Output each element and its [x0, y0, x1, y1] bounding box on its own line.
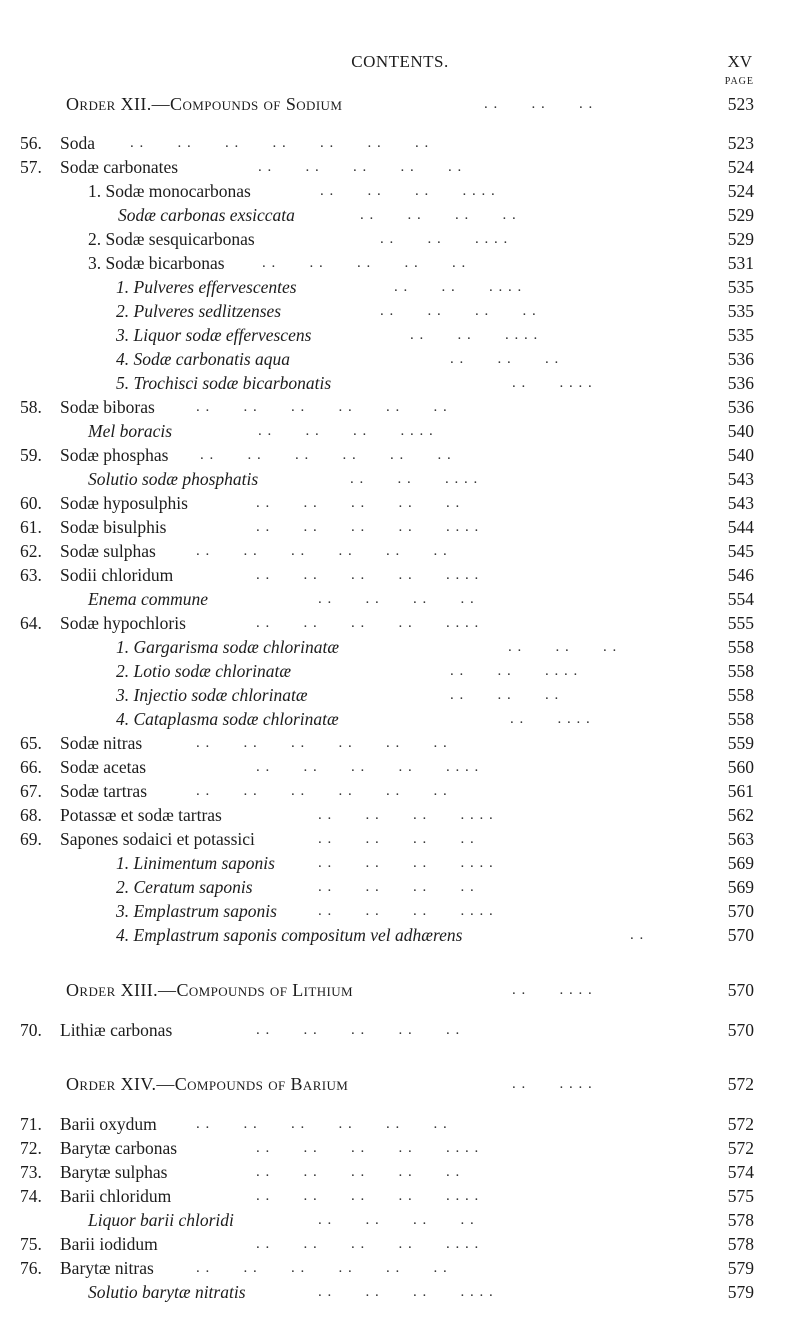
page-ref: 531 [727, 253, 754, 273]
toc-entry: 3. Emplastrum saponis . . . . . . . . . . 570 [116, 901, 754, 921]
page-ref: 558 [727, 685, 754, 705]
toc-entry: 57. Sodæ carbonates . . . . . . . . . . 524 [20, 157, 754, 177]
toc-entry: Mel boracis . . . . . . . . . . 540 [88, 421, 754, 441]
page-ref: 572 [727, 1074, 754, 1094]
entry-title: Barytæ carbonas [60, 1138, 178, 1158]
toc-entry: 1. Pulveres effervescentes . . . . . . . . 535 [116, 277, 754, 297]
entry-number: 59. [20, 445, 42, 465]
entry-title: 1. Linimentum saponis [116, 853, 275, 873]
entry-title: 1. Sodæ monocarbonas [88, 181, 251, 201]
toc-entry: 70. Lithiæ carbonas . . . . . . . . . . 570 [20, 1020, 754, 1040]
entry-title: 4. Sodæ carbonatis aqua [116, 349, 291, 369]
entry-title: Barii chloridum [60, 1186, 172, 1206]
toc-entry: 73. Barytæ sulphas . . . . . . . . . . 574 [20, 1162, 754, 1182]
entry-title: Barii iodidum [60, 1234, 158, 1254]
entry-title: Solutio barytæ nitratis [88, 1282, 246, 1302]
entry-title: Sodæ sulphas [60, 541, 156, 561]
entry-number: 69. [20, 829, 42, 849]
entry-title: Sapones sodaici et potassici [60, 829, 255, 849]
entry-number: 56. [20, 133, 42, 153]
page-ref: 523 [727, 133, 754, 153]
page-ref: 543 [727, 493, 754, 513]
toc-entry: 74. Barii chloridum . . . . . . . . . . . . 575 [20, 1186, 754, 1206]
page-ref: 560 [727, 757, 754, 777]
page-ref: 535 [727, 277, 754, 297]
toc-entry: 56. Soda . . . . . . . . . . . . . . 523 [20, 133, 754, 153]
toc-entry: 5. Trochisci sodæ bicarbonatis . . . . . . 536 [116, 373, 754, 393]
page-column-label: PAGE [724, 76, 754, 87]
toc-entry: 3. Injectio sodæ chlorinatæ . . . . . . 558 [116, 685, 754, 705]
entry-title: Barytæ sulphas [60, 1162, 168, 1182]
entry-number: 70. [20, 1020, 42, 1040]
entry-title: 3. Liquor sodæ effervescens [116, 325, 312, 345]
toc-entry: 67. Sodæ tartras . . . . . . . . . . . . 561 [20, 781, 754, 801]
page-ref: 536 [727, 349, 754, 369]
page-ref: 554 [727, 589, 754, 609]
page-ref: 570 [727, 980, 754, 1000]
toc-entry: 2. Pulveres sedlitzenses . . . . . . . . 535 [116, 301, 754, 321]
entry-number: 72. [20, 1138, 42, 1158]
toc-entry: 69. Sapones sodaici et potassici . . . . . . . . 563 [20, 829, 754, 849]
entry-title: Sodæ carbonates [60, 157, 179, 177]
entry-number: 75. [20, 1234, 42, 1254]
entry-number: 63. [20, 565, 42, 585]
entry-title: Enema commune [88, 589, 209, 609]
page-ref: 559 [727, 733, 754, 753]
running-header-title: CONTENTS. [351, 52, 449, 71]
order-heading: Order XIV.—Compounds of Barium . . . . . . 572 [66, 1074, 754, 1094]
toc-entry: 75. Barii iodidum . . . . . . . . . . . . 578 [20, 1234, 754, 1254]
order-title: Order XIV.—Compounds of Barium [66, 1074, 349, 1094]
entry-title: 2. Ceratum saponis [116, 877, 253, 897]
toc-entry: 4. Sodæ carbonatis aqua . . . . . . 536 [116, 349, 754, 369]
entry-number: 68. [20, 805, 42, 825]
entry-title: Mel boracis [88, 421, 173, 441]
page-ref: 536 [727, 397, 754, 417]
toc-entry: 64. Sodæ hypochloris . . . . . . . . . . . . 555 [20, 613, 754, 633]
entry-title: Sodæ biboras [60, 397, 155, 417]
page-ref: 570 [727, 1020, 754, 1040]
toc-entry: 63. Sodii chloridum . . . . . . . . . . . . 546 [20, 565, 754, 585]
page-ref: 575 [727, 1186, 754, 1206]
page-ref: 558 [727, 637, 754, 657]
page-ref: 543 [727, 469, 754, 489]
entry-number: 58. [20, 397, 42, 417]
toc-entry: 1. Sodæ monocarbonas . . . . . . . . . . 524 [88, 181, 754, 201]
page-ref: 563 [727, 829, 754, 849]
entry-title: Sodæ acetas [60, 757, 147, 777]
roman-page-number: XV [727, 52, 752, 71]
entry-title: 3. Sodæ bicarbonas [88, 253, 225, 273]
toc-entry: 65. Sodæ nitras . . . . . . . . . . . . 559 [20, 733, 754, 753]
toc-entry: 2. Sodæ sesquicarbonas . . . . . . . . 529 [88, 229, 754, 249]
entry-title: 4. Emplastrum saponis compositum vel adhærens [116, 925, 463, 945]
entry-title: Sodæ tartras [60, 781, 148, 801]
entry-number: 67. [20, 781, 42, 801]
entry-title: 3. Emplastrum saponis [116, 901, 277, 921]
entry-number: 66. [20, 757, 42, 777]
toc-entry: 60. Sodæ hyposulphis . . . . . . . . . . 543 [20, 493, 754, 513]
toc-entry: 71. Barii oxydum . . . . . . . . . . . . 572 [20, 1114, 754, 1134]
page-ref: 524 [727, 157, 754, 177]
page-ref: 569 [727, 853, 754, 873]
page-ref: 558 [727, 661, 754, 681]
toc-entry: 3. Sodæ bicarbonas . . . . . . . . . . 531 [88, 253, 754, 273]
entry-number: 57. [20, 157, 42, 177]
entry-number: 65. [20, 733, 42, 753]
page-ref: 572 [727, 1114, 754, 1134]
toc-entry: 2. Ceratum saponis . . . . . . . . 569 [116, 877, 754, 897]
page-ref: 535 [727, 325, 754, 345]
order-title: Order XII.—Compounds of Sodium [66, 94, 343, 114]
page-ref: 535 [727, 301, 754, 321]
toc-entry: 76. Barytæ nitras . . . . . . . . . . . . 579 [20, 1258, 754, 1278]
page-ref: 578 [727, 1234, 754, 1254]
entry-title: Lithiæ carbonas [60, 1020, 173, 1040]
entry-title: Solutio sodæ phosphatis [88, 469, 259, 489]
entry-number: 71. [20, 1114, 42, 1134]
page-ref: 558 [727, 709, 754, 729]
page-ref: 561 [727, 781, 754, 801]
toc-entry: 61. Sodæ bisulphis . . . . . . . . . . . . 544 [20, 517, 754, 537]
page-ref: 570 [727, 901, 754, 921]
toc-entry: Solutio sodæ phosphatis . . . . . . . . 543 [88, 469, 754, 489]
page-ref: 544 [727, 517, 754, 537]
entry-title: 2. Pulveres sedlitzenses [116, 301, 282, 321]
entry-number: 73. [20, 1162, 42, 1182]
page-ref: 574 [727, 1162, 754, 1182]
toc-entry: 1. Linimentum saponis . . . . . . . . . . 569 [116, 853, 754, 873]
page-ref: 529 [727, 229, 754, 249]
page-ref: 579 [727, 1258, 754, 1278]
entry-title: Sodæ bisulphis [60, 517, 167, 537]
toc-entry: 58. Sodæ biboras . . . . . . . . . . . . 536 [20, 397, 754, 417]
toc-entry: 62. Sodæ sulphas . . . . . . . . . . . . 545 [20, 541, 754, 561]
toc-entry: 68. Potassæ et sodæ tartras . . . . . . . . . . 562 [20, 805, 754, 825]
entry-title: Sodæ hyposulphis [60, 493, 188, 513]
entry-title: Liquor barii chloridi [88, 1210, 234, 1230]
entry-title: Barii oxydum [60, 1114, 157, 1134]
toc-entry: 2. Lotio sodæ chlorinatæ . . . . . . . . 558 [116, 661, 754, 681]
entry-number: 74. [20, 1186, 42, 1206]
order-heading: Order XIII.—Compounds of Lithium . . . . . . 570 [66, 980, 754, 1000]
page-ref: 555 [727, 613, 754, 633]
toc-entry: 3. Liquor sodæ effervescens . . . . . . . . 535 [116, 325, 754, 345]
entry-title: Sodæ hypochloris [60, 613, 186, 633]
page-ref: 570 [727, 925, 754, 945]
page-ref: 536 [727, 373, 754, 393]
entry-title: Sodæ phosphas [60, 445, 169, 465]
entry-number: 64. [20, 613, 42, 633]
entry-title: 1. Pulveres effervescentes [116, 277, 297, 297]
entry-title: 5. Trochisci sodæ bicarbonatis [116, 373, 332, 393]
entry-number: 62. [20, 541, 42, 561]
entry-title: 3. Injectio sodæ chlorinatæ [116, 685, 308, 705]
entry-number: 60. [20, 493, 42, 513]
page-ref: 569 [727, 877, 754, 897]
toc-entry: Liquor barii chloridi . . . . . . . . 578 [88, 1210, 754, 1230]
entry-title: 2. Lotio sodæ chlorinatæ [116, 661, 292, 681]
page-ref: 545 [727, 541, 754, 561]
entry-title: Sodii chloridum [60, 565, 174, 585]
toc-entry: Sodæ carbonas exsiccata . . . . . . . . 529 [118, 205, 754, 225]
toc-entry: 4. Cataplasma sodæ chlorinatæ . . . . . . 558 [116, 709, 754, 729]
page-ref: 540 [727, 421, 754, 441]
page-ref: 578 [727, 1210, 754, 1230]
entry-title: Soda [60, 133, 95, 153]
toc-entry: 66. Sodæ acetas . . . . . . . . . . . . 560 [20, 757, 754, 777]
page-ref: 523 [727, 94, 754, 114]
page-ref: 529 [727, 205, 754, 225]
order-title: Order XIII.—Compounds of Lithium [66, 980, 353, 1000]
entry-title: Potassæ et sodæ tartras [60, 805, 222, 825]
order-heading: Order XII.—Compounds of Sodium . . . . . . 523 [66, 94, 754, 114]
page-ref: 524 [727, 181, 754, 201]
entry-title: Barytæ nitras [60, 1258, 154, 1278]
toc-entry: 1. Gargarisma sodæ chlorinatæ . . . . . . 558 [116, 637, 754, 657]
entry-number: 76. [20, 1258, 42, 1278]
entry-number: 61. [20, 517, 42, 537]
page-ref: 572 [727, 1138, 754, 1158]
entry-title: 4. Cataplasma sodæ chlorinatæ [116, 709, 339, 729]
entry-title: 1. Gargarisma sodæ chlorinatæ [116, 637, 339, 657]
toc-entry: 4. Emplastrum saponis compositum vel adhærens . . 570 [116, 925, 754, 945]
entry-title: Sodæ nitras [60, 733, 143, 753]
page-ref: 546 [727, 565, 754, 585]
page-ref: 540 [727, 445, 754, 465]
toc-entry: 72. Barytæ carbonas . . . . . . . . . . . . 572 [20, 1138, 754, 1158]
toc-entry: Solutio barytæ nitratis . . . . . . . . . . 579 [88, 1282, 754, 1302]
toc-entry: 59. Sodæ phosphas . . . . . . . . . . . . 540 [20, 445, 754, 465]
entry-title: 2. Sodæ sesquicarbonas [88, 229, 255, 249]
page-ref: 562 [727, 805, 754, 825]
toc-entry: Enema commune . . . . . . . . 554 [88, 589, 754, 609]
page-ref: 579 [727, 1282, 754, 1302]
entry-title: Sodæ carbonas exsiccata [118, 205, 295, 225]
